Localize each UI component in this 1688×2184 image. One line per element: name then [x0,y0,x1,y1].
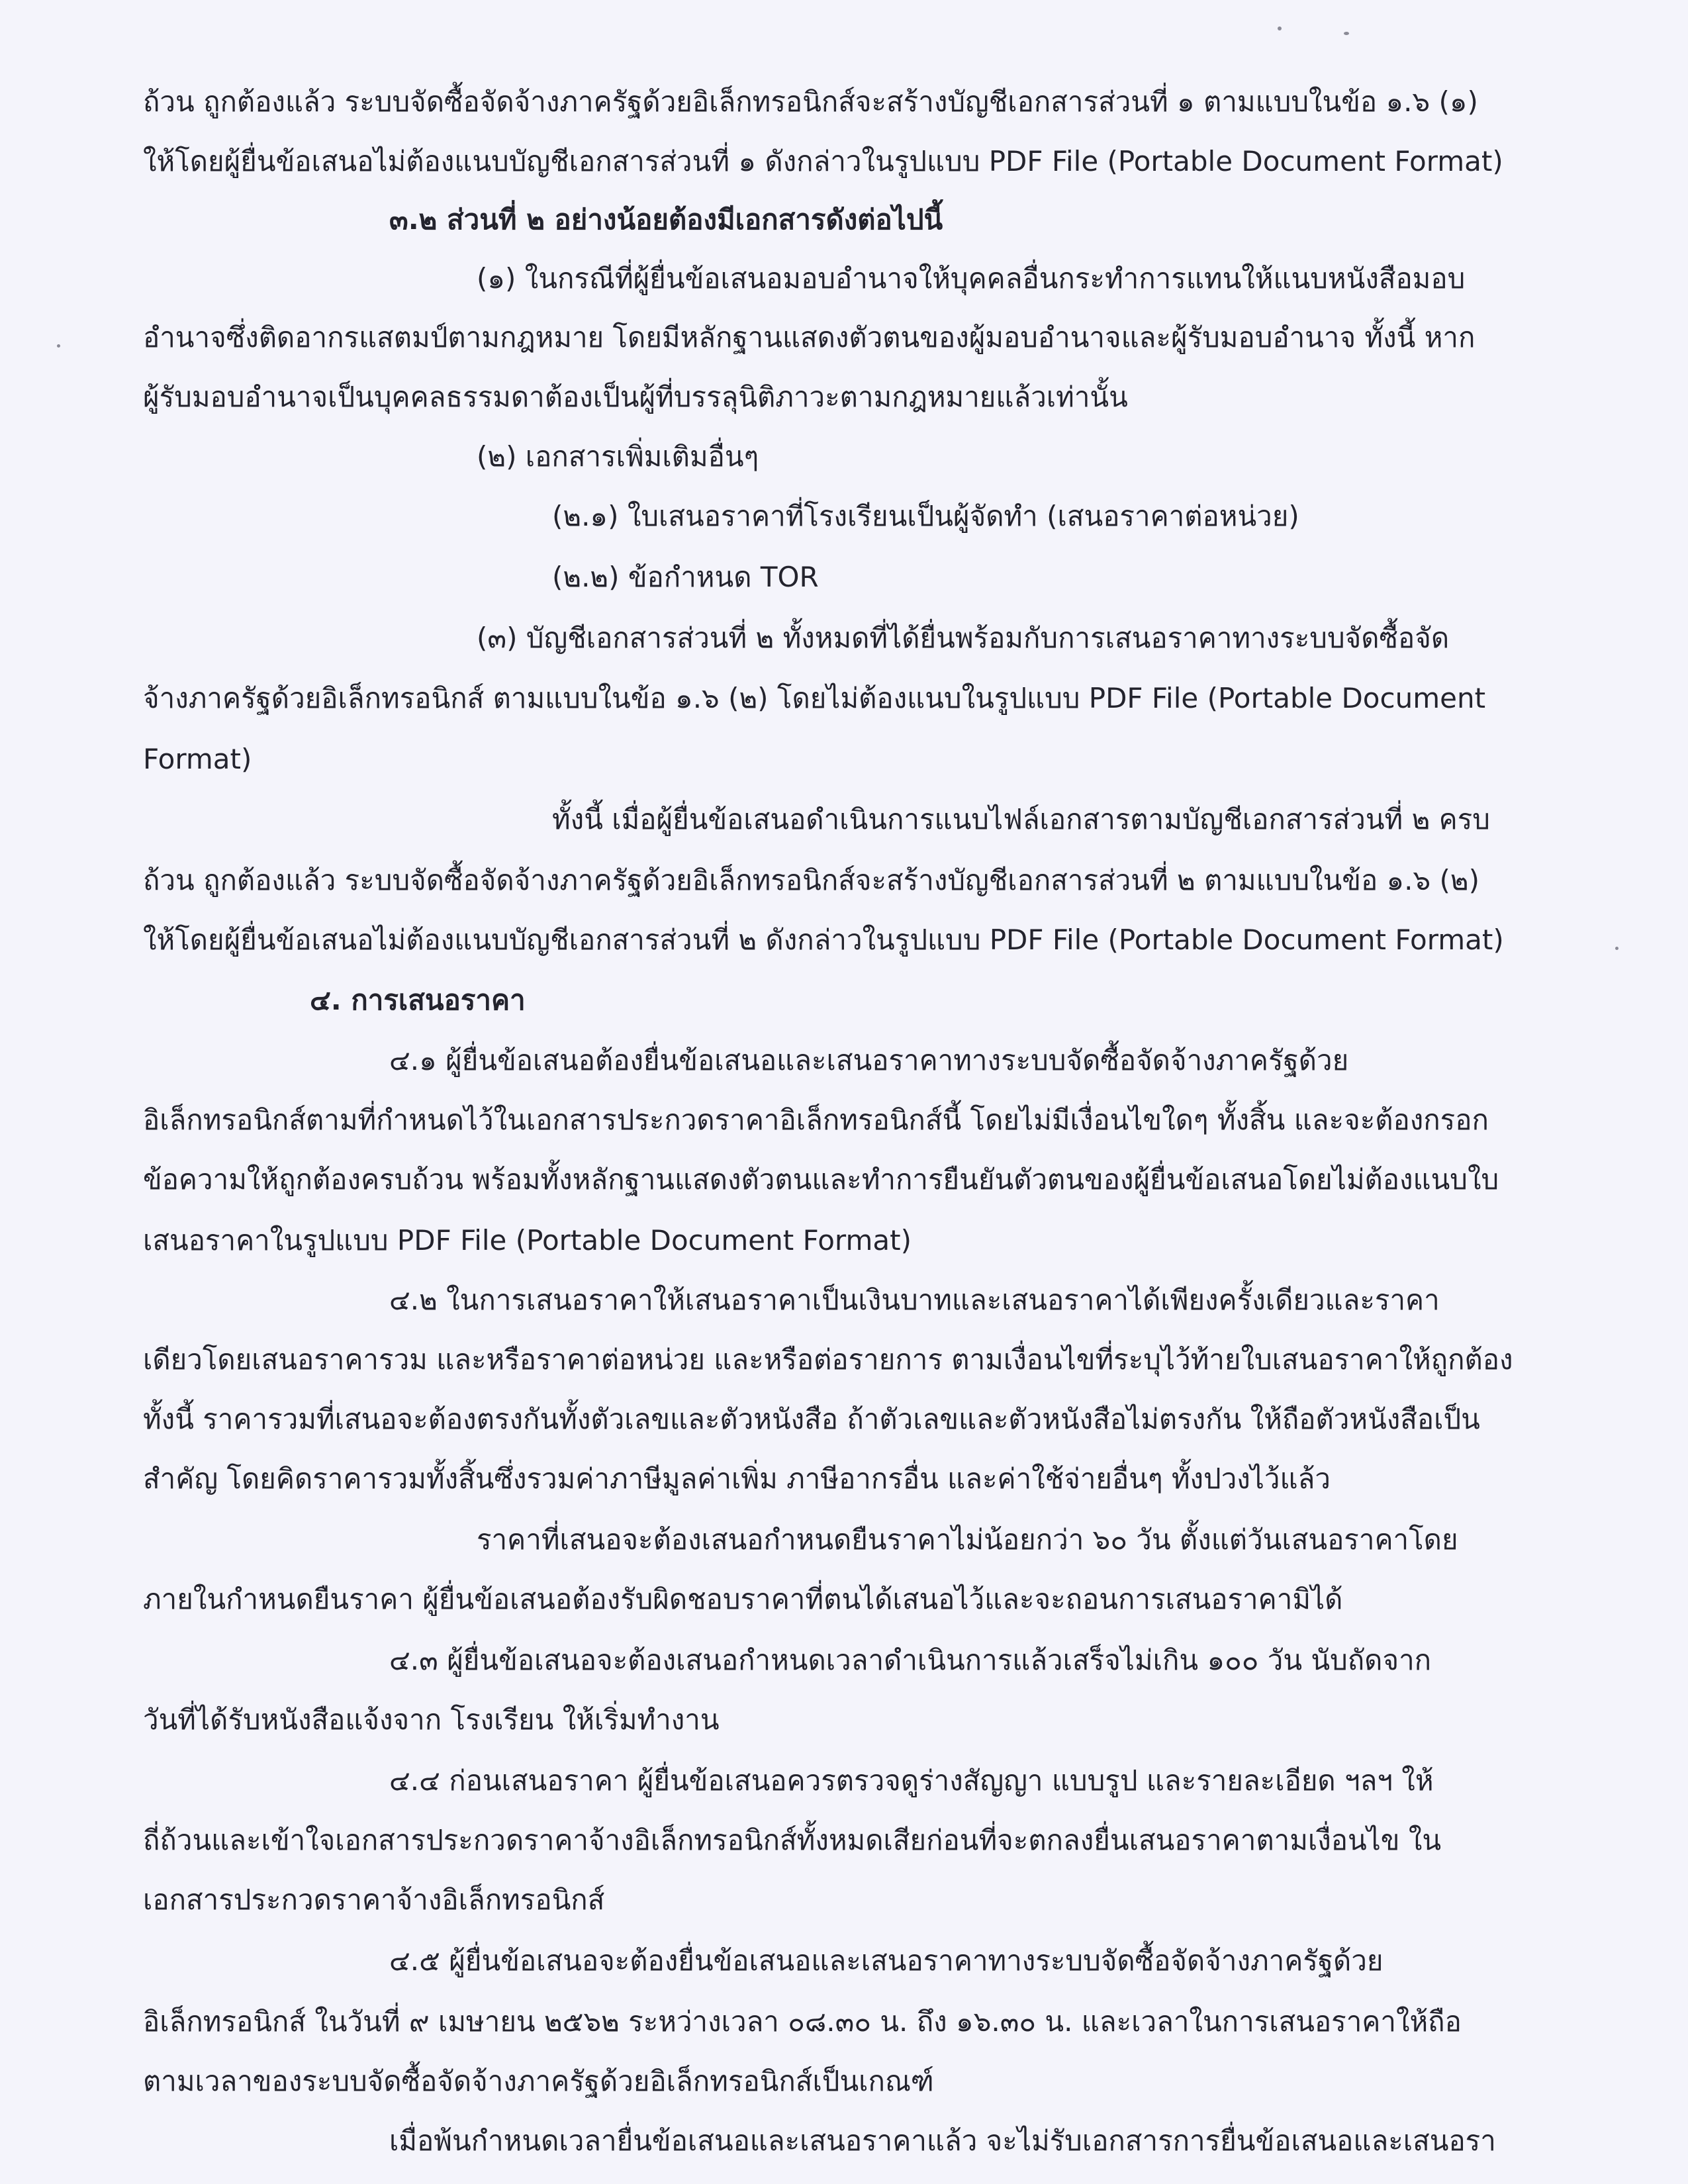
text-line: ๔.๔ ก่อนเสนอราคา ผู้ยื่นข้อเสนอควรตรวจดูร่างสัญญา แบบรูป และรายละเอียด ฯลฯ ให้ [389,1764,1434,1797]
text-line: ราคาที่เสนอจะต้องเสนอกำหนดยืนราคาไม่น้อยกว่า ๖๐ วัน ตั้งแต่วันเสนอราคาโดย [477,1523,1458,1556]
text-line: ให้โดยผู้ยื่นข้อเสนอไม่ต้องแนบบัญชีเอกสารส่วนที่ ๑ ดังกล่าวในรูปแบบ PDF File (Portable Document Format) [143,145,1503,177]
text-line: เดียวโดยเสนอราคารวม และหรือราคาต่อหน่วย และหรือต่อรายการ ตามเงื่อนไขที่ระบุไว้ท้ายใบเสนอราคาให้ถูกต้อง [143,1343,1513,1376]
scan-speck [1344,32,1349,35]
text-line: อำนาจซึ่งติดอากรแสตมป์ตามกฎหมาย โดยมีหลักฐานแสดงตัวตนของผู้มอบอำนาจและผู้รับมอบอำนาจ ทั้งนี้ หาก [143,321,1476,354]
scan-speck [57,344,60,348]
text-line: ข้อความให้ถูกต้องครบถ้วน พร้อมทั้งหลักฐานแสดงตัวตนและทำการยืนยันตัวตนของผู้ยื่นข้อเสนอโดยไม่ต้องแนบใบ [143,1163,1499,1196]
text-line: ๔.๓ ผู้ยื่นข้อเสนอจะต้องเสนอกำหนดเวลาดำเนินการแล้วเสร็จไม่เกิน ๑๐๐ วัน นับถัดจาก [389,1644,1432,1676]
text-line: (๒.๑) ใบเสนอราคาที่โรงเรียนเป็นผู้จัดทำ (เสนอราคาต่อหน่วย) [552,500,1299,532]
scan-speck [1278,26,1282,30]
text-line: วันที่ได้รับหนังสือแจ้งจาก โรงเรียน ให้เริ่มทำงาน [143,1703,720,1736]
text-line: (๒) เอกสารเพิ่มเติมอื่นๆ [477,440,759,473]
section-heading: ๔. การเสนอราคา [310,984,526,1016]
text-line: (๓) บัญชีเอกสารส่วนที่ ๒ ทั้งหมดที่ได้ยื่นพร้อมกับการเสนอราคาทางระบบจัดซื้อจัด [477,622,1450,654]
section-heading: ๓.๒ ส่วนที่ ๒ อย่างน้อยต้องมีเอกสารดังต่อไปนี้ [389,203,943,236]
text-line: (๒.๒) ข้อกำหนด TOR [552,561,819,593]
text-line: จ้างภาครัฐด้วยอิเล็กทรอนิกส์ ตามแบบในข้อ ๑.๖ (๒) โดยไม่ต้องแนบในรูปแบบ PDF File (Portable Document [143,682,1486,714]
text-line: ทั้งนี้ ราคารวมที่เสนอจะต้องตรงกันทั้งตัวเลขและตัวหนังสือ ถ้าตัวเลขและตัวหนังสือไม่ตรงกัน ให้ถือตัวหนังสือเป็น [143,1403,1480,1435]
text-line: ๔.๒ ในการเสนอราคาให้เสนอราคาเป็นเงินบาทและเสนอราคาได้เพียงครั้งเดียวและราคา [389,1284,1440,1316]
text-line: อิเล็กทรอนิกส์ตามที่กำหนดไว้ในเอกสารประกวดราคาอิเล็กทรอนิกส์นี้ โดยไม่มีเงื่อนไขใดๆ ทั้งสิ้น และจะต้องกรอก [143,1104,1489,1136]
text-line: ให้โดยผู้ยื่นข้อเสนอไม่ต้องแนบบัญชีเอกสารส่วนที่ ๒ ดังกล่าวในรูปแบบ PDF File (Portable Document Format) [143,924,1504,956]
text-line: ๔.๑ ผู้ยื่นข้อเสนอต้องยื่นข้อเสนอและเสนอราคาทางระบบจัดซื้อจัดจ้างภาครัฐด้วย [389,1044,1349,1076]
text-line: เอกสารประกวดราคาจ้างอิเล็กทรอนิกส์ [143,1883,605,1916]
text-line: ผู้รับมอบอำนาจเป็นบุคคลธรรมดาต้องเป็นผู้ที่บรรลุนิติภาวะตามกฎหมายแล้วเท่านั้น [143,381,1128,413]
text-line: Format) [143,743,252,775]
text-line: สำคัญ โดยคิดราคารวมทั้งสิ้นซึ่งรวมค่าภาษีมูลค่าเพิ่ม ภาษีอากรอื่น และค่าใช้จ่ายอื่นๆ ทั้งปวงไว้แล้ว [143,1462,1331,1495]
text-line: ถี่ถ้วนและเข้าใจเอกสารประกวดราคาจ้างอิเล็กทรอนิกส์ทั้งหมดเสียก่อนที่จะตกลงยื่นเสนอราคาตามเงื่อนไข ใน [143,1824,1442,1856]
text-line: (๑) ในกรณีที่ผู้ยื่นข้อเสนอมอบอำนาจให้บุคคลอื่นกระทำการแทนให้แนบหนังสือมอบ [477,262,1466,295]
scan-speck [1615,947,1618,950]
text-line: อิเล็กทรอนิกส์ ในวันที่ ๙ เมษายน ๒๕๖๒ ระหว่างเวลา ๐๘.๓๐ น. ถึง ๑๖.๓๐ น. และเวลาในการเสนอราคาให้ถือ [143,2005,1462,2038]
text-line: ถ้วน ถูกต้องแล้ว ระบบจัดซื้อจัดจ้างภาครัฐด้วยอิเล็กทรอนิกส์จะสร้างบัญชีเอกสารส่วนที่ ๒ ตามแบบในข้อ ๑.๖ (๒) [143,864,1479,896]
text-line: เสนอราคาในรูปแบบ PDF File (Portable Document Format) [143,1224,912,1257]
text-line: ภายในกำหนดยืนราคา ผู้ยื่นข้อเสนอต้องรับผิดชอบราคาที่ตนได้เสนอไว้และจะถอนการเสนอราคามิได้ [143,1583,1343,1615]
text-line: ตามเวลาของระบบจัดซื้อจัดจ้างภาครัฐด้วยอิเล็กทรอนิกส์เป็นเกณฑ์ [143,2065,934,2097]
text-line: ทั้งนี้ เมื่อผู้ยื่นข้อเสนอดำเนินการแนบไฟล์เอกสารตามบัญชีเอกสารส่วนที่ ๒ ครบ [552,803,1490,835]
text-line: ๔.๕ ผู้ยื่นข้อเสนอจะต้องยื่นข้อเสนอและเสนอราคาทางระบบจัดซื้อจัดจ้างภาครัฐด้วย [389,1944,1383,1977]
text-line: ถ้วน ถูกต้องแล้ว ระบบจัดซื้อจัดจ้างภาครัฐด้วยอิเล็กทรอนิกส์จะสร้างบัญชีเอกสารส่วนที่ ๑ ตามแบบในข้อ ๑.๖ (๑) [143,85,1478,118]
text-line: เมื่อพ้นกำหนดเวลายื่นข้อเสนอและเสนอราคาแล้ว จะไม่รับเอกสารการยื่นข้อเสนอและเสนอรา [389,2124,1496,2157]
